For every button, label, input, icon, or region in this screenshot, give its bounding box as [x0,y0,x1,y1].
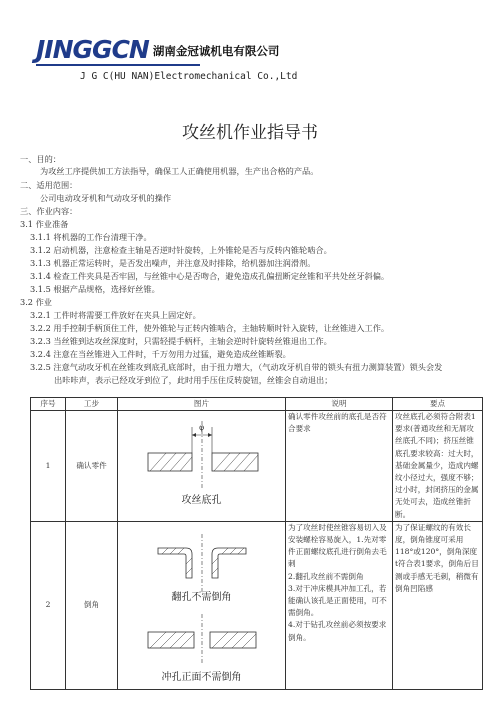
figure-caption: 攻丝底孔 [181,495,222,506]
row-step: 确认零件 [66,411,118,522]
figure-caption-punched: 冲孔正面不需倒角 [161,671,242,683]
work-item: 3.2.4 注意在当丝锥进入工件时，千万勿用力过猛，避免造成丝锥断裂。 [30,349,291,359]
figure-caption-flanged: 翻孔不需倒角 [171,591,232,603]
row-no: 2 [31,521,66,689]
header-key-points: 要点 [393,398,483,411]
prep-heading: 3.1 作业准备 [20,219,69,229]
work-item: 3.2.2 用手控制手柄顶住工件，使外锥轮与正转内锥啮合，主轴转顺时针入旋转，让丝锥进入工作。 [30,323,390,333]
table-row [31,411,483,522]
work-item-continued: 出咔咔声，表示已经攻牙到位了，此时用手压住反转旋钮，丝锥会自动退出； [54,375,333,385]
content-heading: 三、作业内容： [20,206,78,216]
scope-text: 公司电动攻牙机和气动攻牙机的操作 [40,193,172,203]
header-figure: 图片 [118,398,286,411]
row-no: 1 [31,411,66,522]
logo-wordmark: JINGGCN [36,35,149,64]
work-item: 3.2.3 当丝锥到达攻丝深度时，只需轻提手柄杆，主轴会逆时针旋转丝锥退出工作。 [30,336,332,346]
scope-heading: 二、适用范围： [20,180,78,190]
work-heading: 3.2 作业 [20,297,52,307]
row-key-points: 为了保证螺纹的有效长度，倒角锥度可采用118°或120°，倒角深度t符合表1要求，倒角后目测或手感无毛刺，稍微有倒角凹陷感 [393,521,483,689]
header-no: 序号 [31,398,66,411]
row-step: 倒角 [66,521,118,689]
row-description: 为了攻丝时使丝锥容易切入及安装螺栓容易旋入，1.先对零件正面螺纹底孔进行倒角去毛刺 2.翻孔攻丝前不需倒角 3.对于冲床模具冲加工孔，若能确认该孔是正面使用，可不需倒角。 4.对于钻孔攻丝前必须按要求倒角。 [286,521,393,689]
logo-underline [36,64,200,66]
company-logo [36,34,279,62]
row-figure [118,521,286,689]
purpose-text: 为攻丝工序提供加工方法指导，确保工人正确使用机器，生产出合格的产品。 [40,166,319,176]
header-description: 说明 [286,398,393,411]
row-key-points: 攻丝底孔必须符合附表1要求(普通攻丝和无屑攻丝底孔不同)；挤压丝锥底孔要求较高：过大时，基础金属量少，造成内螺纹小径过大，强度不够；过小时，封闭挤压的金属无处可去，造成丝锥折断。 [393,411,483,522]
company-name-cn: 湖南金冠诚机电有限公司 [152,44,280,58]
prep-item: 3.1.1 将机器的工作台清理干净。 [30,232,152,242]
header-step: 工步 [66,398,118,411]
company-name-en: J G C(HU NAN)Electromechanical Co.,Ltd [80,71,298,82]
purpose-heading: 一、目的： [20,154,61,164]
row-figure [118,411,286,522]
prep-item: 3.1.3 机器正常运转时，是否发出噪声，并注意及时排除，给机器加注润滑剂。 [30,258,316,268]
tapping-hole-diagram [118,419,286,499]
work-item: 3.2.5 注意气动攻牙机在丝锥攻到底孔底部时，由于扭力增大，（气动攻牙机自带的锁头有扭力测算装置）锁头会发 [30,362,443,372]
prep-item: 3.1.2 启动机器，注意检查主轴是否逆时针旋转，上外锥轮是否与反转内锥轮啮合。 [30,245,332,255]
work-item: 3.2.1 工件时将需要工件放好在夹具上固定好。 [30,310,201,320]
prep-item: 3.1.4 检查工件夹具是否牢固，与丝锥中心是否吻合，避免造成孔偏扭断定丝锥和平共处丝牙斜偏。 [30,271,390,281]
instruction-table [30,397,483,690]
diameter-symbol: φ [199,423,205,432]
table-row [31,521,483,689]
row-description: 确认零件攻丝前的底孔是否符合要求 [286,411,393,522]
punched-hole-diagram [118,614,286,664]
prep-item: 3.1.5 根据产品规格，选择好丝锥。 [30,284,160,294]
table-header-row [31,398,483,411]
document-title: 攻丝机作业指导书 [182,123,318,143]
